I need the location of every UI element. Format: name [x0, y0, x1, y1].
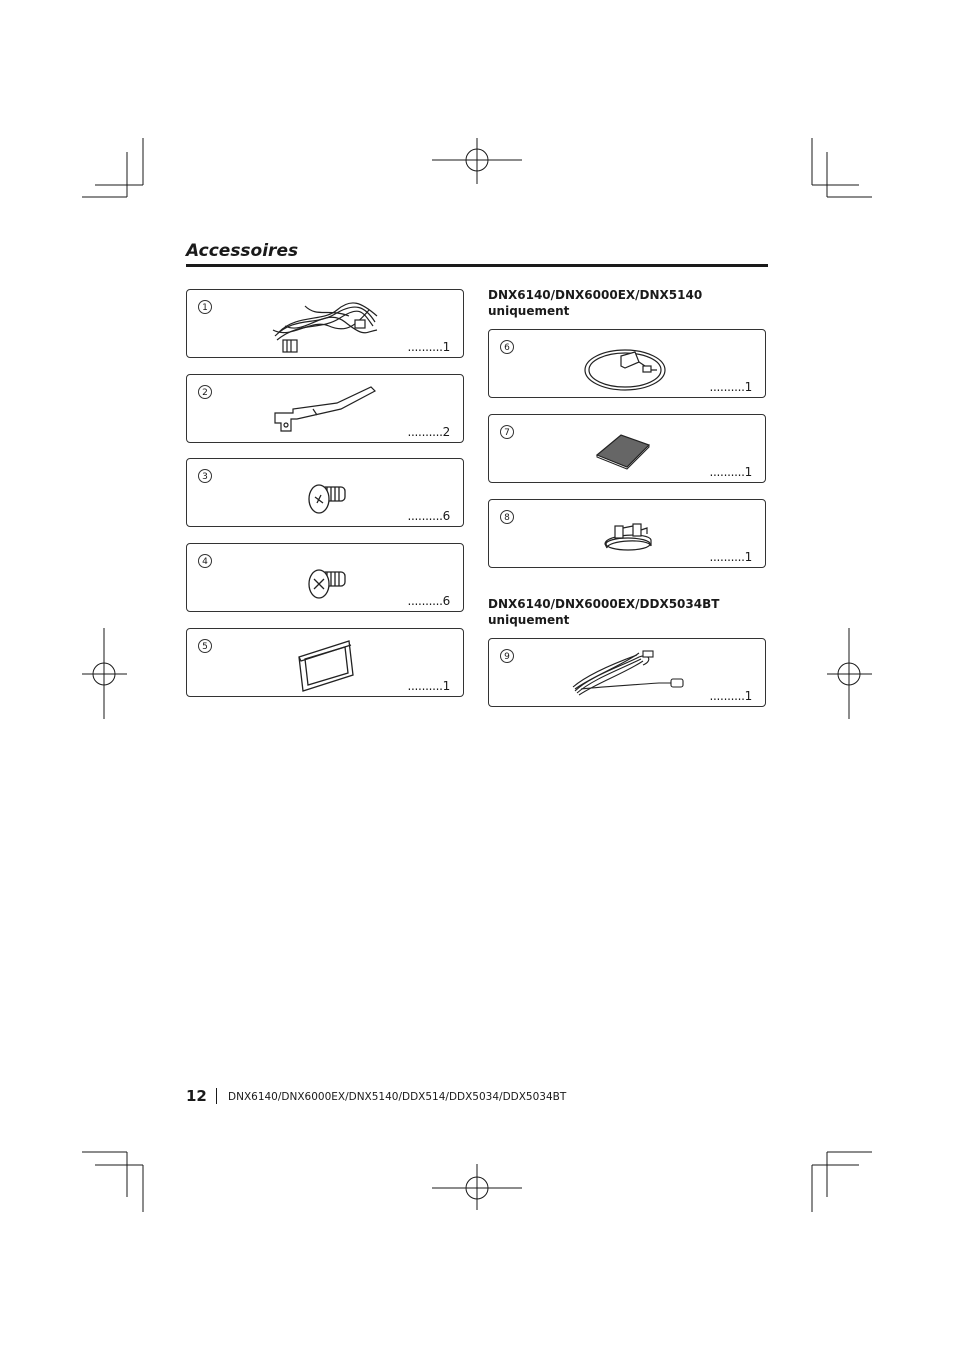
accessory-item-6: [488, 329, 766, 398]
page-title: Accessoires: [186, 241, 299, 261]
footer-models: DNX6140/DNX6000EX/DNX5140/DDX514/DDX5034/DDX5034BT: [228, 1091, 567, 1103]
title-rule: [186, 264, 768, 267]
metal-plate-icon: [593, 429, 653, 473]
page-number: 12: [186, 1087, 207, 1105]
item-quantity: ..........1: [709, 380, 752, 394]
item-quantity: ..........6: [407, 509, 450, 523]
microphone-group-heading: [488, 596, 719, 628]
accessory-item-4: [186, 543, 464, 612]
accessory-item-1: [186, 289, 464, 358]
accessory-item-7: [488, 414, 766, 483]
item-quantity: ..........1: [407, 340, 450, 354]
heading-models: DNX6140/DNX6000EX/DNX5140: [488, 288, 703, 302]
footer-separator: [216, 1088, 217, 1104]
item-number: 3: [198, 469, 212, 483]
item-quantity: ..........1: [709, 689, 752, 703]
item-quantity: ..........1: [407, 679, 450, 693]
heading-models: DNX6140/DNX6000EX/DDX5034BT: [488, 597, 720, 611]
heading-qualifier: uniquement: [488, 613, 570, 627]
item-quantity: ..........1: [709, 465, 752, 479]
heading-qualifier: uniquement: [488, 304, 570, 318]
trim-frame-icon: [293, 635, 359, 695]
flat-head-screw-icon: [303, 562, 353, 604]
extraction-key-icon: [267, 381, 383, 441]
accessory-item-9: [488, 638, 766, 707]
cable-clamp-icon: [601, 514, 657, 558]
accessory-item-2: [186, 374, 464, 443]
item-quantity: ..........6: [407, 594, 450, 608]
item-number: 6: [500, 340, 514, 354]
gps-group-heading: [488, 287, 702, 319]
microphone-cable-icon: [569, 647, 689, 703]
wiring-harness-icon: [265, 296, 385, 356]
item-number: 8: [500, 510, 514, 524]
item-quantity: ..........1: [709, 550, 752, 564]
screw-icon: [303, 477, 353, 519]
accessory-item-8: [488, 499, 766, 568]
item-number: 2: [198, 385, 212, 399]
accessory-item-5: [186, 628, 464, 697]
item-number: 9: [500, 649, 514, 663]
item-number: 4: [198, 554, 212, 568]
accessory-item-3: [186, 458, 464, 527]
item-number: 5: [198, 639, 212, 653]
gps-antenna-icon: [581, 336, 671, 396]
item-quantity: ..........2: [407, 425, 450, 439]
item-number: 7: [500, 425, 514, 439]
item-number: 1: [198, 300, 212, 314]
